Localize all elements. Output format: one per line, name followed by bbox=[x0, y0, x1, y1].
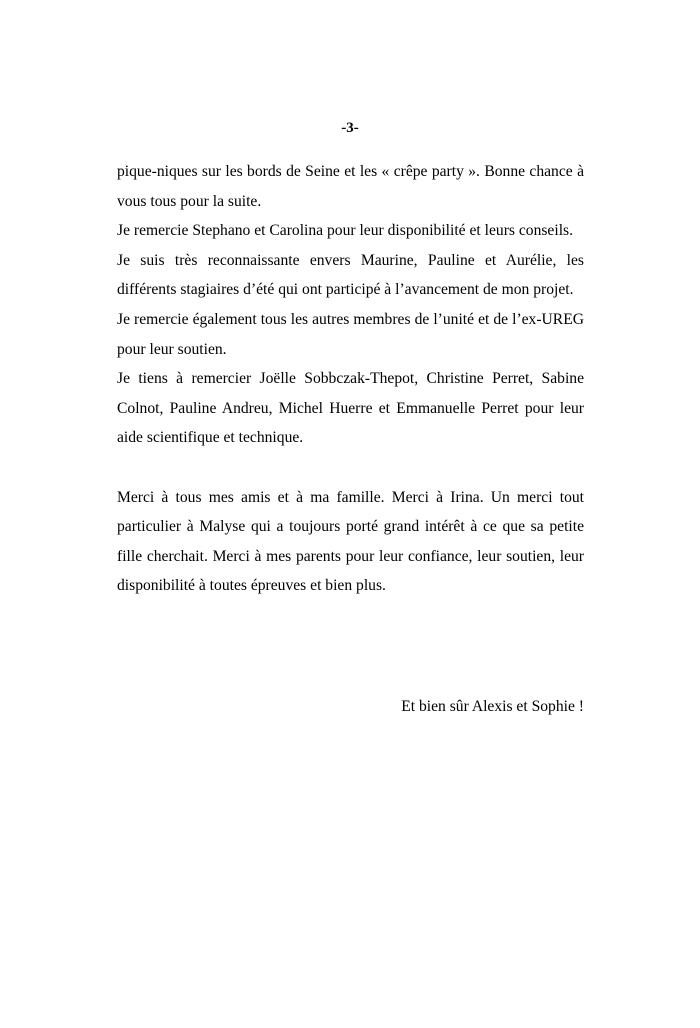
paragraph-unit-members: Je remercie également tous les autres membres de l’unité et de l’ex-UREG pour leur soutien. bbox=[117, 310, 584, 358]
paragraph-friends-family: Merci à tous mes amis et à ma famille. Merci à Irina. Un merci tout particulier à Malyse qui a toujours porté grand intérêt à ce que sa petite fille cherchait. Merci à mes parents pour leur confiance, leur soutien, leur disponibilité à toutes épreuves et bien plus. bbox=[117, 488, 584, 595]
paragraph-interns: Je suis très reconnaissante envers Maurine, Pauline et Aurélie, les différents stagiaires d’été qui ont participé à l’avancement de mon projet. bbox=[117, 251, 584, 299]
sign-off: Et bien sûr Alexis et Sophie ! bbox=[401, 698, 584, 715]
paragraph-spacer bbox=[117, 453, 584, 483]
acknowledgements-body bbox=[117, 157, 584, 601]
page-number: -3- bbox=[341, 120, 359, 136]
paragraph-stephano-carolina: Je remercie Stephano et Carolina pour leur disponibilité et leurs conseils. bbox=[117, 222, 573, 240]
paragraph-picnics: pique-niques sur les bords de Seine et les « crêpe party ». Bonne chance à vous tous pour la suite. bbox=[117, 163, 584, 210]
paragraph-scientific-help: Je tiens à remercier Joëlle Sobbczak-Thepot, Christine Perret, Sabine Colnot, Pauline Andreu, Michel Huerre et Emmanuelle Perret pour leur aide scientifique et technique. bbox=[117, 370, 584, 447]
